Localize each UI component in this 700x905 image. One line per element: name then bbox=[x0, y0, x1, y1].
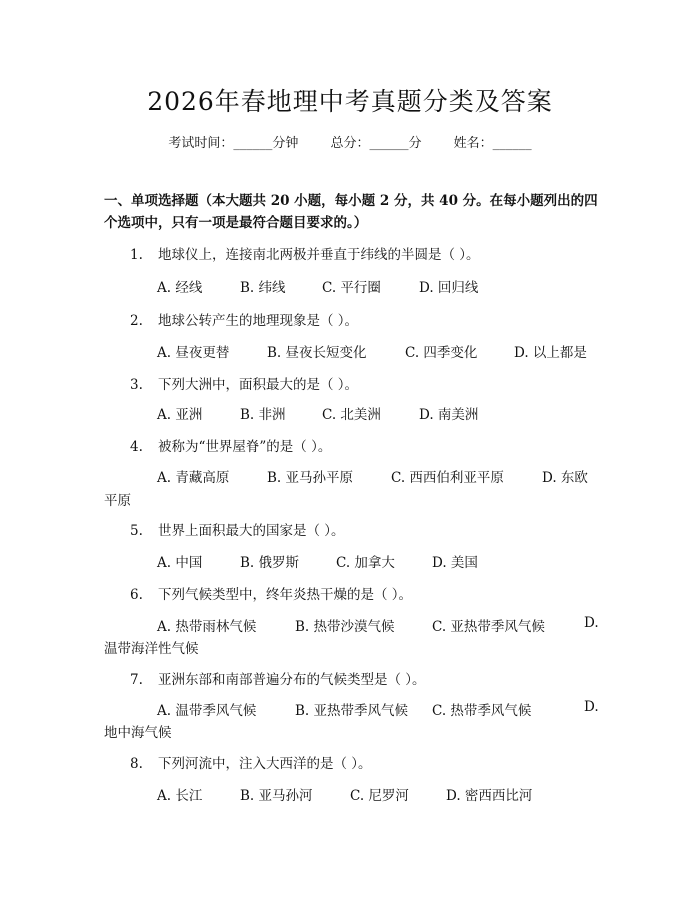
option-b: B. 俄罗斯 bbox=[240, 555, 300, 571]
option-a: A. 经线 bbox=[157, 280, 203, 296]
option-a: A. 亚洲 bbox=[157, 407, 203, 423]
question-text: 地球仪上，连接南北两极并垂直于纬线的半圆是（ ）。 bbox=[158, 247, 480, 263]
option-b: B. 纬线 bbox=[240, 280, 286, 296]
question-number: 2. bbox=[130, 313, 143, 329]
option-c: C. 四季变化 bbox=[405, 345, 478, 361]
question-text: 地球公转产生的地理现象是（ ）。 bbox=[158, 313, 359, 329]
option-c: C. 西西伯利亚平原 bbox=[391, 470, 504, 486]
option-a: A. 长江 bbox=[157, 788, 203, 804]
question-number: 8. bbox=[130, 756, 143, 772]
question bbox=[130, 668, 426, 688]
option-d: D. bbox=[584, 615, 599, 631]
question-text: 被称为“世界屋脊”的是（ ）。 bbox=[158, 439, 332, 455]
student-name: 姓名：______ bbox=[453, 136, 532, 151]
exam-time: 考试时间：______分钟 bbox=[168, 136, 299, 151]
option-a: A. 温带季风气候 bbox=[157, 703, 257, 719]
option-c: C. 北美洲 bbox=[322, 407, 381, 423]
option-a: A. 热带雨林气候 bbox=[157, 619, 257, 635]
question bbox=[130, 435, 331, 455]
question-text: 下列气候类型中，终年炎热干燥的是（ ）。 bbox=[158, 587, 413, 603]
exam-score: 总分：______分 bbox=[330, 136, 422, 151]
option-a: A. 昼夜更替 bbox=[157, 345, 230, 361]
question bbox=[130, 519, 345, 539]
question-text: 世界上面积最大的国家是（ ）。 bbox=[158, 523, 345, 539]
question-text: 下列大洲中，面积最大的是（ ）。 bbox=[158, 377, 359, 393]
page-title: 2026年春地理中考真题分类及答案 bbox=[147, 87, 553, 116]
section-heading: 一、单项选择题（本大题共 20 小题，每小题 2 分，共 40 分。在每小题列出的四个选项中，只有一项是最符合题目要求的。） bbox=[104, 193, 598, 231]
option-wrap: 平原 bbox=[104, 493, 131, 509]
option-b: B. 亚马孙平原 bbox=[267, 470, 354, 486]
question-number: 1. bbox=[130, 247, 143, 263]
question-text: 亚洲东部和南部普遍分布的气候类型是（ ）。 bbox=[158, 672, 426, 688]
question-number: 3. bbox=[130, 377, 143, 393]
option-b: B. 非洲 bbox=[240, 407, 286, 423]
question bbox=[130, 752, 372, 772]
question-number: 7. bbox=[130, 672, 143, 688]
option-d: D. 密西西比河 bbox=[446, 788, 533, 804]
option-d: D. 南美洲 bbox=[419, 407, 479, 423]
option-c: C. 热带季风气候 bbox=[432, 703, 532, 719]
option-b: B. 亚热带季风气候 bbox=[295, 703, 409, 719]
option-a: A. 青藏高原 bbox=[157, 470, 230, 486]
option-wrap: 温带海洋性气候 bbox=[104, 641, 199, 657]
option-d: D. 东欧 bbox=[542, 470, 588, 486]
option-d: D. 以上都是 bbox=[514, 345, 587, 361]
question-number: 6. bbox=[130, 587, 143, 603]
option-d: D. bbox=[584, 699, 599, 715]
question bbox=[130, 309, 358, 329]
option-c: C. 尼罗河 bbox=[350, 788, 409, 804]
question-text: 下列河流中，注入大西洋的是（ ）。 bbox=[158, 756, 372, 772]
option-c: C. 加拿大 bbox=[336, 555, 395, 571]
exam-meta bbox=[0, 132, 700, 151]
question-number: 4. bbox=[130, 439, 143, 455]
question bbox=[130, 583, 412, 603]
option-b: B. 亚马孙河 bbox=[240, 788, 313, 804]
option-a: A. 中国 bbox=[157, 555, 203, 571]
option-c: C. 平行圈 bbox=[322, 280, 381, 296]
question bbox=[130, 243, 480, 263]
option-d: D. 美国 bbox=[432, 555, 478, 571]
option-d: D. 回归线 bbox=[419, 280, 479, 296]
option-b: B. 热带沙漠气候 bbox=[295, 619, 395, 635]
option-wrap: 地中海气候 bbox=[104, 725, 172, 741]
option-b: B. 昼夜长短变化 bbox=[267, 345, 367, 361]
question-number: 5. bbox=[130, 523, 143, 539]
option-c: C. 亚热带季风气候 bbox=[432, 619, 545, 635]
question bbox=[130, 373, 358, 393]
